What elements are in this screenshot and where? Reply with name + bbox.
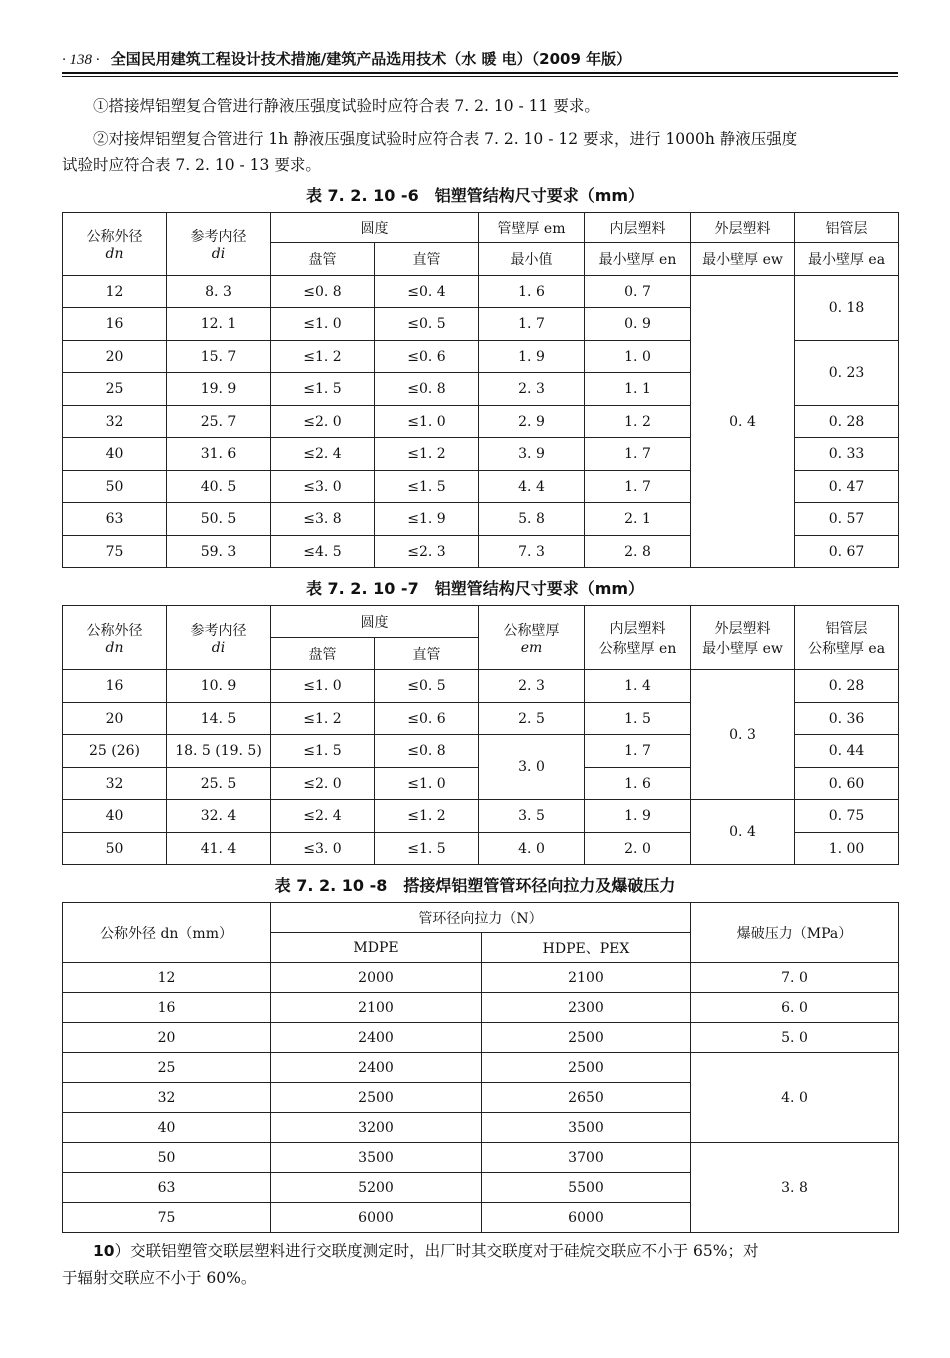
paragraph-2-line-2: 试验时应符合表 7. 2. 10 - 13 要求。	[62, 156, 321, 174]
t1-header-roundness: 圆度	[271, 213, 479, 243]
table-row: 20 14. 5 ≤1. 2 ≤0. 6 2. 5 1. 5 0. 36	[63, 703, 899, 735]
t2-header-inner: 内层塑料 公称壁厚 en	[585, 606, 691, 670]
table-row: 40 32. 4 ≤2. 4 ≤1. 2 3. 5 1. 9 0. 4 0. 75	[63, 800, 899, 833]
header-rule-thin	[62, 76, 898, 77]
t1-outer-merged: 0. 4	[691, 276, 795, 568]
t1-header-straight: 直管	[375, 243, 479, 276]
paragraph-10-line-1: 10）交联铝塑管交联层塑料进行交联度测定时，出厂时其交联度对于硅烷交联应不小于 65%；对	[93, 1242, 759, 1260]
t3-header-mdpe: MDPE	[271, 933, 482, 963]
paragraph-10-line-2: 于辐射交联应不小于 60%。	[62, 1269, 257, 1287]
t1-header-wall: 管壁厚 em	[479, 213, 585, 243]
table-row: 12 2000 2100 7. 0	[63, 963, 899, 993]
t1-header-outer-min: 最小壁厚 ew	[691, 243, 795, 276]
t3-burst-3: 5. 0	[691, 1023, 899, 1053]
t3-burst-5: 3. 8	[691, 1143, 899, 1233]
table-row: 20 15. 7 ≤1. 2 ≤0. 6 1. 9 1. 0 0. 23	[63, 341, 899, 373]
t2-header-al: 铝管层 公称壁厚 ea	[795, 606, 899, 670]
t2-header-di: 参考内径 di	[167, 606, 271, 670]
t1-header-al: 铝管层	[795, 213, 899, 243]
t3-header-dn: 公称外径 dn（mm）	[63, 903, 271, 963]
table-row: 50 40. 5 ≤3. 0 ≤1. 5 4. 4 1. 7 0. 47	[63, 471, 899, 503]
page-number: · 138 ·	[62, 52, 100, 68]
table-row: 40 31. 6 ≤2. 4 ≤1. 2 3. 9 1. 7 0. 33	[63, 438, 899, 471]
t1-al-merged-1: 0. 18	[795, 276, 899, 341]
t2-outer-merged-2: 0. 4	[691, 800, 795, 865]
table-3-caption: 表 7. 2. 10 -8 搭接焊铝塑管管环径向拉力及爆破压力	[274, 876, 676, 895]
t2-header-roundness: 圆度	[271, 606, 479, 638]
t1-header-di: 参考内径 di	[167, 213, 271, 276]
table-row: 16 12. 1 ≤1. 0 ≤0. 5 1. 7 0. 9	[63, 308, 899, 341]
table-row: 63 50. 5 ≤3. 8 ≤1. 9 5. 8 2. 1 0. 57	[63, 503, 899, 536]
table-row: 25 (26) 18. 5 (19. 5) ≤1. 5 ≤0. 8 3. 0 1. 7 0. 44	[63, 735, 899, 768]
running-header	[62, 48, 898, 69]
table-2	[62, 605, 899, 865]
t1-header-outer: 外层塑料	[691, 213, 795, 243]
header-rule	[62, 72, 898, 74]
t2-header-wall: 公称壁厚 em	[479, 606, 585, 670]
paragraph-1: ①搭接焊铝塑复合管进行静液压强度试验时应符合表 7. 2. 10 - 11 要求。	[93, 97, 600, 115]
table-1	[62, 212, 899, 568]
t3-header-hdpe: HDPE、PEX	[482, 933, 691, 963]
table-row: 40 3200 3500	[63, 1113, 899, 1143]
t3-burst-4: 4. 0	[691, 1053, 899, 1143]
t3-header-burst: 爆破压力（MPa）	[691, 903, 899, 963]
table-row: 75 6000 6000	[63, 1203, 899, 1233]
t2-outer-merged-1: 0. 3	[691, 670, 795, 800]
t3-header-force: 管环径向拉力（N）	[271, 903, 691, 933]
t1-header-dn: 公称外径 dn	[63, 213, 167, 276]
t2-header-outer: 外层塑料 最小壁厚 ew	[691, 606, 795, 670]
table-row: 32 2500 2650	[63, 1083, 899, 1113]
t2-header-dn: 公称外径 dn	[63, 606, 167, 670]
t2-header-straight: 直管	[375, 638, 479, 670]
table-row: 12 8. 3 ≤0. 8 ≤0. 4 1. 6 0. 7 0. 4 0. 18	[63, 276, 899, 308]
table-row: 32 25. 7 ≤2. 0 ≤1. 0 2. 9 1. 2 0. 28	[63, 406, 899, 438]
t1-header-al-min: 最小壁厚 ea	[795, 243, 899, 276]
table-row: 75 59. 3 ≤4. 5 ≤2. 3 7. 3 2. 8 0. 67	[63, 536, 899, 568]
table-row: 16 10. 9 ≤1. 0 ≤0. 5 2. 3 1. 4 0. 3 0. 28	[63, 670, 899, 703]
paragraph-2-line-1: ②对接焊铝塑复合管进行 1h 静液压强度试验时应符合表 7. 2. 10 - 12 要求，进行 1000h 静液压强度	[93, 130, 798, 148]
table-row: 50 41. 4 ≤3. 0 ≤1. 5 4. 0 2. 0 1. 00	[63, 833, 899, 865]
table-row: 63 5200 5500	[63, 1173, 899, 1203]
table-row: 50 3500 3700 3. 8	[63, 1143, 899, 1173]
t1-header-inner-min: 最小壁厚 en	[585, 243, 691, 276]
t1-header-wall-min: 最小值	[479, 243, 585, 276]
t3-burst-2: 6. 0	[691, 993, 899, 1023]
t3-burst-1: 7. 0	[691, 963, 899, 993]
t2-header-coil: 盘管	[271, 638, 375, 670]
t1-al-merged-2: 0. 23	[795, 341, 899, 406]
item-number: 10	[93, 1242, 115, 1260]
table-3	[62, 902, 899, 1233]
t1-header-inner: 内层塑料	[585, 213, 691, 243]
table-row: 16 2100 2300 6. 0	[63, 993, 899, 1023]
header-title: 全国民用建筑工程设计技术措施/建筑产品选用技术（水 暖 电）（2009 年版）	[110, 50, 632, 68]
table-row: 25 2400 2500 4. 0	[63, 1053, 899, 1083]
table-2-caption: 表 7. 2. 10 -7 铝塑管结构尺寸要求（mm）	[305, 579, 645, 598]
table-row: 20 2400 2500 5. 0	[63, 1023, 899, 1053]
table-row: 32 25. 5 ≤2. 0 ≤1. 0 1. 6 0. 60	[63, 768, 899, 800]
t1-header-coil: 盘管	[271, 243, 375, 276]
table-row: 25 19. 9 ≤1. 5 ≤0. 8 2. 3 1. 1	[63, 373, 899, 406]
table-1-caption: 表 7. 2. 10 -6 铝塑管结构尺寸要求（mm）	[305, 186, 645, 205]
t2-wall-merged: 3. 0	[479, 735, 585, 800]
